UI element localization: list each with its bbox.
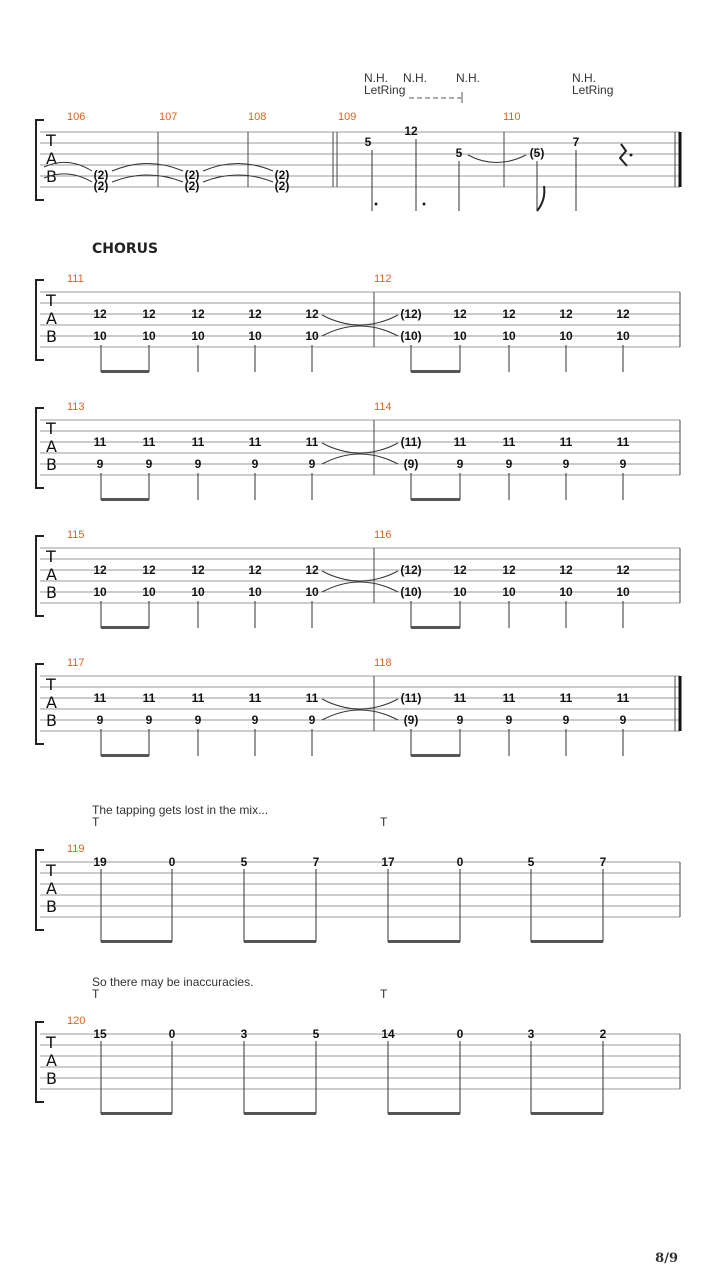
- fret-number: 10: [93, 329, 107, 343]
- fret-number: (10): [400, 585, 422, 599]
- performance-note: So there may be inaccuracies.: [92, 975, 254, 989]
- tab-letter-t: T: [46, 861, 56, 880]
- tab-letter-t: T: [46, 291, 56, 310]
- fret-number: (2): [184, 179, 200, 193]
- fret-number: 15: [93, 1027, 107, 1041]
- beam: [411, 626, 460, 629]
- fret-number: 12: [502, 563, 516, 577]
- fret-number: 12: [502, 307, 516, 321]
- beam: [101, 626, 149, 629]
- fret-number: 5: [527, 855, 535, 869]
- tab-letter-t: T: [46, 419, 56, 438]
- measure-number: 111: [67, 273, 84, 285]
- fret-number: 12: [248, 307, 262, 321]
- fret-number: (12): [400, 307, 422, 321]
- fret-number: 12: [616, 307, 630, 321]
- fret-number: 12: [559, 307, 573, 321]
- tab-letter-b: B: [46, 897, 57, 916]
- measure-number: 120: [67, 1015, 86, 1027]
- fret-number: 10: [248, 329, 262, 343]
- fret-number: 7: [312, 855, 320, 869]
- measure-number: 115: [67, 529, 85, 541]
- fret-number: 11: [502, 435, 516, 449]
- fret-number: 11: [305, 435, 319, 449]
- fret-number: 9: [96, 713, 104, 727]
- fret-number: 11: [248, 435, 262, 449]
- fret-number: 10: [453, 329, 467, 343]
- beam: [101, 940, 172, 943]
- natural-harmonic-label: N.H.: [403, 71, 427, 85]
- fret-number: 10: [93, 585, 107, 599]
- beam: [101, 1112, 172, 1115]
- tab-system-1: [36, 71, 680, 211]
- fret-number: 3: [240, 1027, 248, 1041]
- beam: [388, 1112, 460, 1115]
- fret-number: 12: [404, 124, 418, 138]
- fret-number: 11: [453, 691, 467, 705]
- tab-letter-a: A: [46, 693, 57, 712]
- fret-number: 11: [502, 691, 516, 705]
- beam: [244, 940, 316, 943]
- fret-number: 12: [305, 563, 319, 577]
- fret-number: 10: [453, 585, 467, 599]
- fret-number: 11: [248, 691, 262, 705]
- fret-number: 10: [191, 585, 205, 599]
- fret-number: 12: [305, 307, 319, 321]
- natural-harmonic-label: N.H.: [364, 71, 388, 85]
- measure-number: 109: [338, 111, 357, 123]
- fret-number: 10: [559, 329, 573, 343]
- fret-number: 12: [616, 563, 630, 577]
- fret-number: 11: [142, 435, 156, 449]
- section-label-chorus: CHORUS: [92, 241, 159, 257]
- fret-number: 11: [616, 691, 630, 705]
- dotted-note-dot: [375, 203, 378, 206]
- tab-system-5: [36, 657, 680, 757]
- fret-number: (10): [400, 329, 422, 343]
- tab-letter-t: T: [46, 131, 56, 150]
- fret-number: 5: [312, 1027, 320, 1041]
- measure-number: 118: [374, 657, 392, 669]
- fret-number: 11: [453, 435, 467, 449]
- measure-number: 113: [67, 401, 85, 413]
- fret-number: 12: [453, 307, 467, 321]
- fret-number: 10: [616, 585, 630, 599]
- fret-number: (2): [184, 168, 200, 182]
- beam: [388, 940, 460, 943]
- fret-number: 10: [305, 585, 319, 599]
- tab-letter-b: B: [46, 167, 57, 186]
- measure-number: 108: [248, 111, 267, 123]
- fret-number: 12: [453, 563, 467, 577]
- fret-number: (2): [274, 179, 290, 193]
- fret-number: 7: [599, 855, 607, 869]
- fret-number: 17: [381, 855, 395, 869]
- measure-number: 110: [503, 111, 521, 123]
- fret-number: 12: [93, 307, 107, 321]
- measure-number: 117: [67, 657, 85, 669]
- fret-number: 10: [142, 585, 156, 599]
- fret-number: 10: [248, 585, 262, 599]
- fret-number: 9: [145, 713, 153, 727]
- tab-letter-b: B: [46, 711, 57, 730]
- beam: [531, 940, 603, 943]
- fret-number: 12: [93, 563, 107, 577]
- fret-number: 10: [305, 329, 319, 343]
- let-ring-label: LetRing: [572, 83, 614, 97]
- fret-number: 11: [93, 435, 107, 449]
- fret-number: 5: [364, 135, 372, 149]
- fret-number: 10: [502, 585, 516, 599]
- fret-number: 11: [93, 691, 107, 705]
- fret-number: 11: [305, 691, 319, 705]
- beam: [244, 1112, 316, 1115]
- tab-letter-b: B: [46, 327, 57, 346]
- fret-number: 9: [619, 457, 627, 471]
- fret-number: 5: [240, 855, 248, 869]
- tab-letter-t: T: [46, 547, 56, 566]
- fret-number: 10: [191, 329, 205, 343]
- fret-number: 9: [194, 713, 202, 727]
- tab-letter-t: T: [46, 675, 56, 694]
- let-ring-label: LetRing: [364, 83, 406, 97]
- dotted-note-dot: [423, 203, 426, 206]
- fret-number: 12: [191, 307, 205, 321]
- fret-number: (9): [403, 457, 419, 471]
- fret-number: 10: [142, 329, 156, 343]
- eighth-note-flag: [537, 186, 544, 211]
- tab-system-3: [36, 401, 680, 501]
- fret-number: (11): [400, 691, 422, 705]
- tab-system-4: [36, 529, 680, 629]
- fret-number: 11: [616, 435, 630, 449]
- fret-number: 11: [142, 691, 156, 705]
- tap-mark: T: [92, 815, 100, 829]
- fret-number: 0: [168, 855, 176, 869]
- fret-number: (9): [403, 713, 419, 727]
- measure-number: 107: [159, 111, 178, 123]
- fret-number: 0: [168, 1027, 176, 1041]
- fret-number: 9: [251, 713, 259, 727]
- beam: [101, 370, 149, 373]
- fret-number: 9: [619, 713, 627, 727]
- natural-harmonic-label: N.H.: [456, 71, 480, 85]
- tab-letter-a: A: [46, 149, 57, 168]
- fret-number: 12: [142, 307, 156, 321]
- page-number: 8/9: [655, 1251, 678, 1266]
- fret-number: (2): [93, 168, 109, 182]
- tab-letter-a: A: [46, 1051, 57, 1070]
- tab-letter-a: A: [46, 309, 57, 328]
- tab-letter-a: A: [46, 437, 57, 456]
- fret-number: 12: [191, 563, 205, 577]
- tab-letter-b: B: [46, 455, 57, 474]
- fret-number: 10: [502, 329, 516, 343]
- fret-number: 10: [559, 585, 573, 599]
- fret-number: 9: [456, 457, 464, 471]
- fret-number: 9: [251, 457, 259, 471]
- tab-letter-b: B: [46, 583, 57, 602]
- measure-number: 119: [67, 843, 85, 855]
- fret-number: (5): [529, 146, 545, 160]
- tab-system-7: [36, 975, 680, 1115]
- tap-mark: T: [380, 987, 388, 1001]
- fret-number: 9: [308, 713, 316, 727]
- fret-number: 12: [142, 563, 156, 577]
- fret-number: 9: [562, 713, 570, 727]
- fret-number: 19: [93, 855, 107, 869]
- natural-harmonic-label: N.H.: [572, 71, 596, 85]
- fret-number: (12): [400, 563, 422, 577]
- fret-number: 11: [559, 691, 573, 705]
- fret-number: 9: [96, 457, 104, 471]
- fret-number: 7: [572, 135, 580, 149]
- performance-note: The tapping gets lost in the mix...: [92, 803, 269, 817]
- measure-number: 114: [374, 401, 392, 413]
- beam: [101, 754, 149, 757]
- beam: [101, 498, 149, 501]
- fret-number: 12: [559, 563, 573, 577]
- fret-number: 9: [145, 457, 153, 471]
- fret-number: 9: [308, 457, 316, 471]
- tap-mark: T: [92, 987, 100, 1001]
- fret-number: (2): [274, 168, 290, 182]
- quarter-rest-symbol: [620, 144, 627, 166]
- fret-number: 9: [505, 457, 513, 471]
- fret-number: 0: [456, 855, 464, 869]
- fret-number: 9: [562, 457, 570, 471]
- fret-number: 12: [248, 563, 262, 577]
- fret-number: 2: [599, 1027, 607, 1041]
- fret-number: 9: [505, 713, 513, 727]
- tab-letter-t: T: [46, 1033, 56, 1052]
- beam: [411, 370, 460, 373]
- fret-number: (11): [400, 435, 422, 449]
- measure-number: 112: [374, 273, 392, 285]
- beam: [411, 754, 460, 757]
- measure-number: 116: [374, 529, 392, 541]
- fret-number: 5: [455, 146, 463, 160]
- fret-number: 9: [456, 713, 464, 727]
- fret-number: 3: [527, 1027, 535, 1041]
- tab-letter-a: A: [46, 565, 57, 584]
- beam: [531, 1112, 603, 1115]
- tab-system-6: [36, 803, 680, 943]
- measure-number: 106: [67, 111, 86, 123]
- fret-number: (2): [93, 179, 109, 193]
- fret-number: 0: [456, 1027, 464, 1041]
- tab-system-2: [36, 273, 680, 373]
- fret-number: 10: [616, 329, 630, 343]
- tap-mark: T: [380, 815, 388, 829]
- fret-number: 14: [381, 1027, 395, 1041]
- fret-number: 9: [194, 457, 202, 471]
- beam: [411, 498, 460, 501]
- fret-number: 11: [191, 691, 205, 705]
- tab-letter-b: B: [46, 1069, 57, 1088]
- fret-number: 11: [191, 435, 205, 449]
- tab-letter-a: A: [46, 879, 57, 898]
- fret-number: 11: [559, 435, 573, 449]
